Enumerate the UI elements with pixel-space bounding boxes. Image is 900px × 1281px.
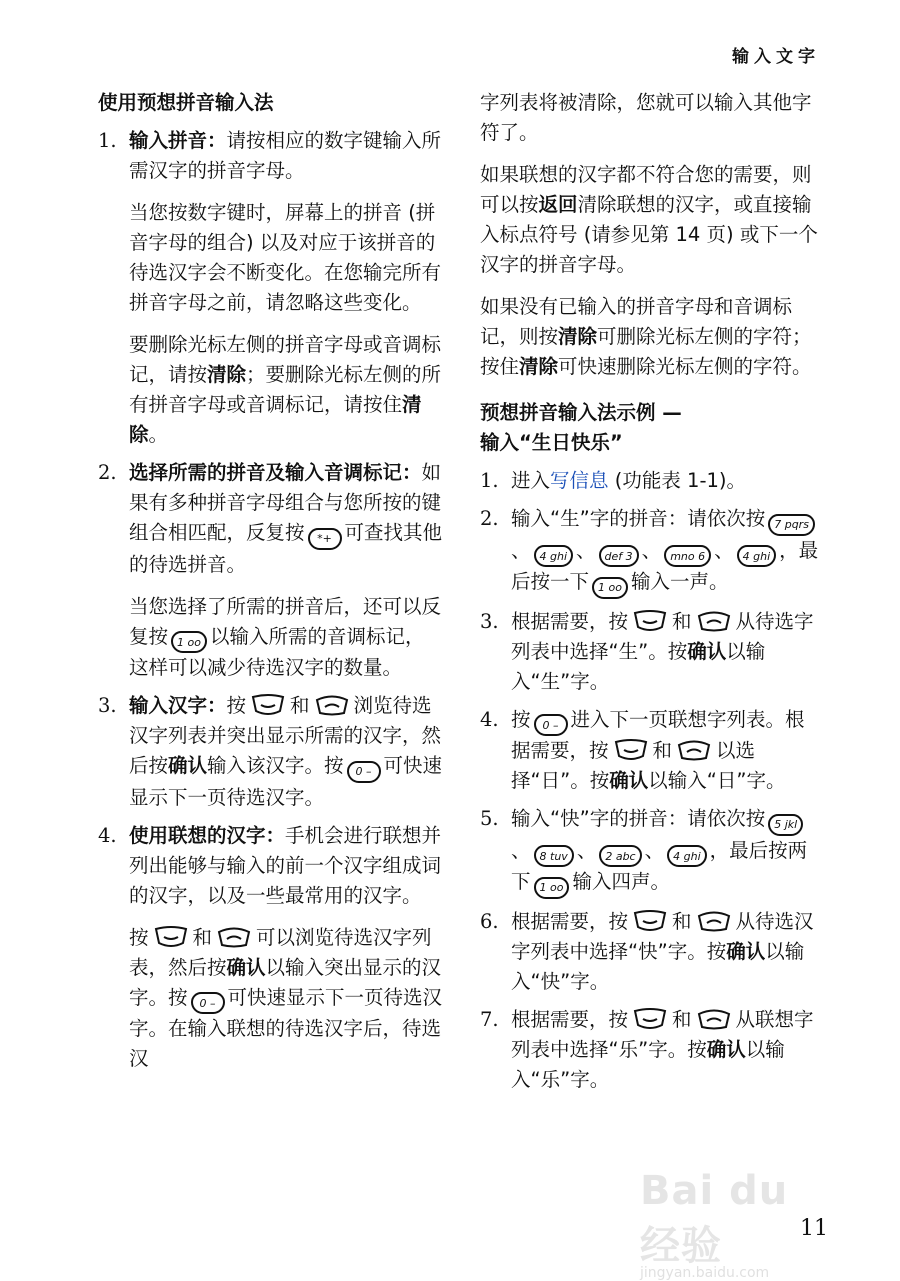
key-3-icon: def 3: [599, 545, 639, 567]
watermark-logo: Bai du 经验: [640, 1168, 789, 1269]
key-name-confirm: 确认: [609, 769, 649, 792]
scroll-down-key-icon: [632, 908, 668, 934]
step-2: 2. 输入“生”字的拼音：请依次按 7 pqrs、 4 ghi 、 def 3 、 mno 6 、 4 ghi ，最后按一下 1 oo 输入一声。: [480, 504, 820, 599]
paragraph: 如果没有已输入的拼音字母和音调标记，则按清除可删除光标左侧的字符；按住清除可快速删除光标左侧的字符。: [480, 295, 812, 378]
item-number: 1.: [98, 129, 117, 152]
key-1-icon: 1 oo: [592, 577, 628, 599]
key-name-confirm: 确认: [168, 754, 208, 777]
key-4-icon: 4 ghi: [667, 845, 707, 867]
running-header: 输入文字: [732, 47, 820, 67]
key-name-clear: 清除: [558, 325, 598, 348]
key-name-clear: 清除: [207, 363, 247, 386]
section-title-example: 预想拼音输入法示例 — 输入“生日快乐”: [480, 401, 682, 454]
write-message-link[interactable]: 写信息: [550, 469, 609, 492]
paragraph: 按 和 可以浏览待选汉字列表，然后按确认以输入突出显示的汉字。按 0 – 可快速显示下一页待选汉字。在输入联想的待选汉字后，待选汉: [129, 925, 443, 1070]
item-lead: 输入拼音：: [129, 129, 227, 152]
key-6-icon: mno 6: [664, 545, 711, 567]
item-number: 2.: [98, 461, 117, 484]
section-title-pinyin: 使用预想拼音输入法: [98, 91, 274, 114]
page-number: 11: [800, 1216, 828, 1241]
scroll-up-key-icon: [314, 692, 350, 718]
key-5-icon: 5 jkl: [768, 814, 803, 836]
key-name-clear: 清除: [129, 393, 422, 446]
key-4-icon: 4 ghi: [534, 545, 574, 567]
item-number: 3.: [98, 694, 117, 717]
scroll-up-key-icon: [696, 1006, 732, 1032]
list-item-2: 2. 选择所需的拼音及输入音调标记：如果有多种拼音字母组合与您所按的键组合相匹配，反复按 *+ 可查找其他的待选拼音。 当您选择了所需的拼音后，还可以反复按 1 oo 以输入所需的音调标记，这样可以减少待选汉字的数量。: [98, 458, 443, 683]
key-0-icon: 0 –: [534, 714, 568, 736]
key-name-confirm: 确认: [687, 639, 727, 663]
key-0-icon: 0 –: [347, 761, 381, 783]
scroll-down-key-icon: [632, 1006, 668, 1032]
paragraph: 当您选择了所需的拼音后，还可以反复按 1 oo 以输入所需的音调标记，这样可以减少待选汉字的数量。: [129, 594, 442, 679]
item-lead: 输入汉字：: [129, 694, 227, 717]
step-1: 1. 进入写信息 (功能表 1-1)。: [480, 469, 746, 492]
star-key-icon: *+: [308, 528, 342, 550]
scroll-down-key-icon: [250, 692, 286, 718]
paragraph: 当您按数字键时，屏幕上的拼音 (拼音字母的组合) 以及对应于该拼音的待选汉字会不断变化。在您输完所有拼音字母之前，请忽略这些变化。: [129, 201, 442, 314]
key-name-confirm: 确认: [706, 1037, 746, 1061]
scroll-up-key-icon: [216, 924, 252, 950]
key-0-icon: 0 –: [191, 992, 225, 1014]
key-4-icon: 4 ghi: [737, 545, 777, 567]
key-1-icon: 1 oo: [534, 877, 570, 899]
step-7: 7. 根据需要，按 和 从联想字列表中选择“乐”字。按确认以输入“乐”字。: [480, 1007, 814, 1091]
watermark-url: jingyan.baidu.com: [640, 1265, 770, 1281]
left-column: [98, 88, 443, 1074]
right-column: [480, 88, 820, 1095]
scroll-up-key-icon: [696, 908, 732, 934]
item-number: 4.: [98, 823, 117, 847]
step-5: 5. 输入“快”字的拼音：请依次按 5 jkl、 8 tuv 、 2 abc 、 4 ghi ，最后按两下 1 oo 输入四声。: [480, 804, 820, 899]
paragraph: 字列表将被清除，您就可以输入其他字符了。: [480, 91, 812, 144]
item-text: 请按相应的数字键输入所需汉字的拼音字母。: [129, 129, 442, 182]
scroll-up-key-icon: [696, 608, 732, 634]
item-lead: 选择所需的拼音及输入音调标记：: [129, 461, 422, 484]
step-6: 6. 根据需要，按 和 从待选汉字列表中选择“快”字。按确认以输入“快”字。: [480, 909, 814, 993]
scroll-down-key-icon: [153, 924, 189, 950]
item-lead: 使用联想的汉字：: [129, 823, 286, 847]
key-7-icon: 7 pqrs: [768, 514, 815, 536]
list-item-3: 3. 输入汉字：按 和 浏览待选汉字列表并突出显示所需的汉字，然后按确认输入该汉字。按 0 – 可快速显示下一页待选汉字。: [98, 691, 443, 813]
list-item-4: 4. 使用联想的汉字：手机会进行联想并列出能够与输入的前一个汉字组成词的汉字，以及一些最常用的汉字。 按 和 可以浏览待选汉字列表，然后按确认以输入突出显示的汉字。按 0 – 可快速显示下一页待选汉字。在输入联想的待选汉字后，待选汉: [98, 821, 443, 1075]
key-name-confirm: 确认: [726, 939, 766, 963]
step-3: 3. 根据需要，按 和 从待选字列表中选择“生”。按确认以输入“生”字。: [480, 609, 814, 693]
paragraph: 如果联想的汉字都不符合您的需要，则可以按返回清除联想的汉字，或直接输入标点符号 (请参见第 14 页) 或下一个汉字的拼音字母。: [480, 163, 818, 276]
scroll-down-key-icon: [632, 608, 668, 634]
key-name-confirm: 确认: [226, 955, 266, 979]
step-4: 4. 按 0 – 进入下一页联想字列表。根据需要，按 和 以选择“日”。按确认以输入“日”字。: [480, 707, 805, 792]
key-name-back: 返回: [538, 193, 578, 216]
scroll-up-key-icon: [676, 737, 712, 763]
key-2-icon: 2 abc: [599, 845, 641, 867]
key-8-icon: 8 tuv: [534, 845, 574, 867]
key-1-icon: 1 oo: [171, 631, 207, 653]
key-name-clear: 清除: [519, 355, 559, 378]
paragraph: 要删除光标左侧的拼音字母或音调标记，请按清除；要删除光标左侧的所有拼音字母或音调标记，请按住清除。: [129, 333, 442, 446]
list-item-1: [98, 126, 443, 450]
scroll-down-key-icon: [613, 737, 649, 763]
